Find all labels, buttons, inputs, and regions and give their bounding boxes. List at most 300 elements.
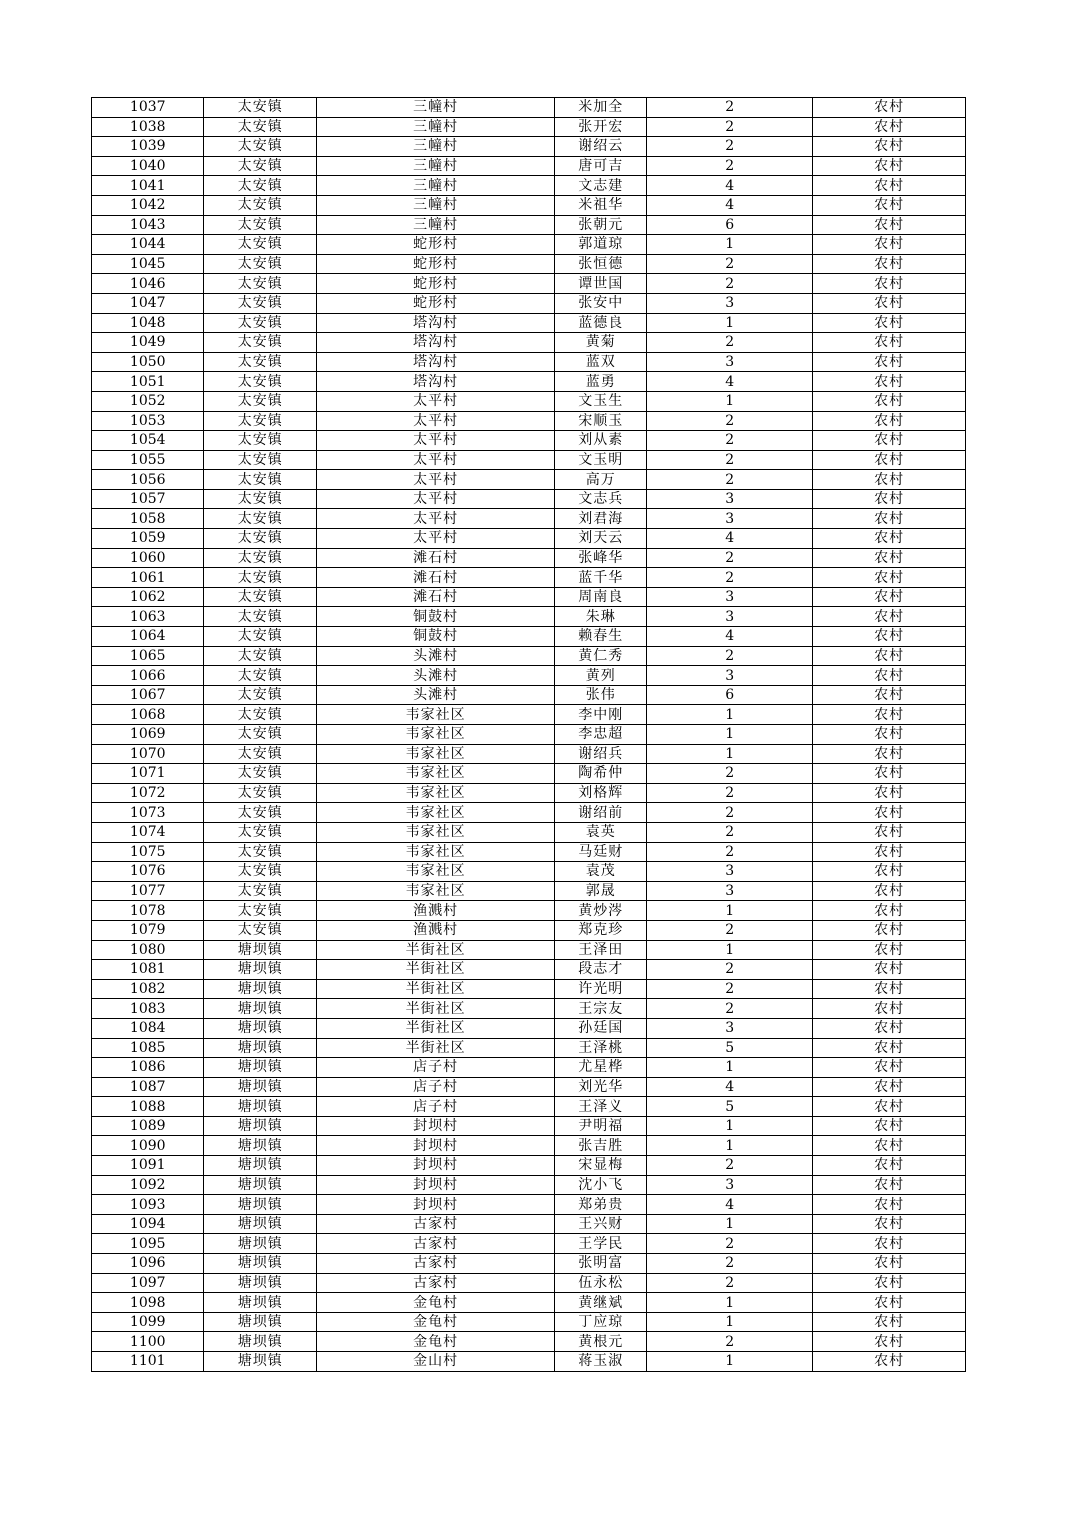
area-type-cell: 农村 xyxy=(813,725,966,745)
area-type-cell: 农村 xyxy=(813,1156,966,1176)
table-row xyxy=(92,1116,966,1136)
town-cell: 太安镇 xyxy=(204,646,316,666)
town-cell: 太安镇 xyxy=(204,313,316,333)
table-row xyxy=(92,1273,966,1293)
village-cell: 塔沟村 xyxy=(316,313,554,333)
village-cell: 头滩村 xyxy=(316,666,554,686)
village-cell: 太平村 xyxy=(316,509,554,529)
name-cell: 张伟 xyxy=(555,685,647,705)
household-size-cell: 1 xyxy=(647,940,813,960)
serial-number-cell: 1075 xyxy=(92,842,204,862)
area-type-cell: 农村 xyxy=(813,1077,966,1097)
serial-number-cell: 1076 xyxy=(92,862,204,882)
name-cell: 朱琳 xyxy=(555,607,647,627)
household-size-cell: 4 xyxy=(647,1077,813,1097)
village-cell: 店子村 xyxy=(316,1097,554,1117)
village-cell: 三幢村 xyxy=(316,215,554,235)
name-cell: 米加全 xyxy=(555,98,647,118)
table-row xyxy=(92,195,966,215)
area-type-cell: 农村 xyxy=(813,1273,966,1293)
area-type-cell: 农村 xyxy=(813,1234,966,1254)
serial-number-cell: 1052 xyxy=(92,391,204,411)
household-size-cell: 3 xyxy=(647,352,813,372)
town-cell: 太安镇 xyxy=(204,411,316,431)
serial-number-cell: 1091 xyxy=(92,1156,204,1176)
table-row xyxy=(92,744,966,764)
area-type-cell: 农村 xyxy=(813,1195,966,1215)
table-row xyxy=(92,137,966,157)
village-cell: 蛇形村 xyxy=(316,235,554,255)
table-row xyxy=(92,274,966,294)
household-size-cell: 1 xyxy=(647,1214,813,1234)
household-size-cell: 2 xyxy=(647,1156,813,1176)
town-cell: 塘坝镇 xyxy=(204,1312,316,1332)
name-cell: 文玉明 xyxy=(555,450,647,470)
table-row xyxy=(92,391,966,411)
serial-number-cell: 1063 xyxy=(92,607,204,627)
table-row xyxy=(92,901,966,921)
household-size-cell: 3 xyxy=(647,607,813,627)
serial-number-cell: 1079 xyxy=(92,920,204,940)
serial-number-cell: 1040 xyxy=(92,156,204,176)
area-type-cell: 农村 xyxy=(813,1136,966,1156)
village-cell: 古家村 xyxy=(316,1254,554,1274)
village-cell: 韦家社区 xyxy=(316,822,554,842)
household-size-cell: 2 xyxy=(647,470,813,490)
town-cell: 太安镇 xyxy=(204,705,316,725)
serial-number-cell: 1055 xyxy=(92,450,204,470)
household-size-cell: 2 xyxy=(647,431,813,451)
name-cell: 蓝勇 xyxy=(555,372,647,392)
table-row xyxy=(92,450,966,470)
village-cell: 太平村 xyxy=(316,470,554,490)
table-row xyxy=(92,862,966,882)
area-type-cell: 农村 xyxy=(813,372,966,392)
name-cell: 周南良 xyxy=(555,587,647,607)
town-cell: 塘坝镇 xyxy=(204,940,316,960)
household-size-cell: 1 xyxy=(647,1136,813,1156)
area-type-cell: 农村 xyxy=(813,685,966,705)
name-cell: 尤星桦 xyxy=(555,1058,647,1078)
table-row xyxy=(92,215,966,235)
records-table-body xyxy=(92,98,966,1372)
village-cell: 塔沟村 xyxy=(316,333,554,353)
area-type-cell: 农村 xyxy=(813,842,966,862)
table-row xyxy=(92,1156,966,1176)
table-row xyxy=(92,372,966,392)
area-type-cell: 农村 xyxy=(813,293,966,313)
serial-number-cell: 1058 xyxy=(92,509,204,529)
area-type-cell: 农村 xyxy=(813,548,966,568)
table-row xyxy=(92,489,966,509)
town-cell: 太安镇 xyxy=(204,666,316,686)
village-cell: 三幢村 xyxy=(316,117,554,137)
serial-number-cell: 1073 xyxy=(92,803,204,823)
serial-number-cell: 1064 xyxy=(92,627,204,647)
town-cell: 太安镇 xyxy=(204,548,316,568)
village-cell: 蛇形村 xyxy=(316,293,554,313)
town-cell: 塘坝镇 xyxy=(204,1352,316,1372)
table-row xyxy=(92,783,966,803)
household-size-cell: 1 xyxy=(647,235,813,255)
area-type-cell: 农村 xyxy=(813,1018,966,1038)
area-type-cell: 农村 xyxy=(813,156,966,176)
town-cell: 塘坝镇 xyxy=(204,1273,316,1293)
area-type-cell: 农村 xyxy=(813,666,966,686)
town-cell: 太安镇 xyxy=(204,822,316,842)
village-cell: 半街社区 xyxy=(316,979,554,999)
household-size-cell: 1 xyxy=(647,313,813,333)
serial-number-cell: 1099 xyxy=(92,1312,204,1332)
serial-number-cell: 1085 xyxy=(92,1038,204,1058)
town-cell: 太安镇 xyxy=(204,764,316,784)
village-cell: 半街社区 xyxy=(316,940,554,960)
household-size-cell: 2 xyxy=(647,98,813,118)
name-cell: 张朝元 xyxy=(555,215,647,235)
name-cell: 王泽田 xyxy=(555,940,647,960)
area-type-cell: 农村 xyxy=(813,607,966,627)
area-type-cell: 农村 xyxy=(813,1214,966,1234)
village-cell: 半街社区 xyxy=(316,1038,554,1058)
name-cell: 文志兵 xyxy=(555,489,647,509)
town-cell: 太安镇 xyxy=(204,274,316,294)
household-size-cell: 1 xyxy=(647,1352,813,1372)
household-size-cell: 3 xyxy=(647,587,813,607)
village-cell: 韦家社区 xyxy=(316,783,554,803)
serial-number-cell: 1093 xyxy=(92,1195,204,1215)
household-size-cell: 2 xyxy=(647,333,813,353)
area-type-cell: 农村 xyxy=(813,195,966,215)
household-size-cell: 2 xyxy=(647,1273,813,1293)
town-cell: 太安镇 xyxy=(204,568,316,588)
serial-number-cell: 1047 xyxy=(92,293,204,313)
table-row xyxy=(92,1058,966,1078)
area-type-cell: 农村 xyxy=(813,803,966,823)
town-cell: 太安镇 xyxy=(204,587,316,607)
table-row xyxy=(92,254,966,274)
name-cell: 文玉生 xyxy=(555,391,647,411)
town-cell: 太安镇 xyxy=(204,176,316,196)
area-type-cell: 农村 xyxy=(813,960,966,980)
table-row xyxy=(92,999,966,1019)
area-type-cell: 农村 xyxy=(813,176,966,196)
name-cell: 蓝德良 xyxy=(555,313,647,333)
serial-number-cell: 1092 xyxy=(92,1175,204,1195)
town-cell: 塘坝镇 xyxy=(204,1214,316,1234)
name-cell: 马廷财 xyxy=(555,842,647,862)
town-cell: 太安镇 xyxy=(204,529,316,549)
serial-number-cell: 1067 xyxy=(92,685,204,705)
serial-number-cell: 1095 xyxy=(92,1234,204,1254)
household-size-cell: 3 xyxy=(647,509,813,529)
town-cell: 太安镇 xyxy=(204,235,316,255)
household-size-cell: 2 xyxy=(647,803,813,823)
table-row xyxy=(92,979,966,999)
name-cell: 王学民 xyxy=(555,1234,647,1254)
area-type-cell: 农村 xyxy=(813,1058,966,1078)
village-cell: 封坝村 xyxy=(316,1195,554,1215)
village-cell: 封坝村 xyxy=(316,1175,554,1195)
household-size-cell: 3 xyxy=(647,489,813,509)
table-row xyxy=(92,411,966,431)
town-cell: 太安镇 xyxy=(204,489,316,509)
serial-number-cell: 1098 xyxy=(92,1293,204,1313)
town-cell: 塘坝镇 xyxy=(204,960,316,980)
area-type-cell: 农村 xyxy=(813,215,966,235)
table-row xyxy=(92,568,966,588)
serial-number-cell: 1088 xyxy=(92,1097,204,1117)
area-type-cell: 农村 xyxy=(813,137,966,157)
serial-number-cell: 1084 xyxy=(92,1018,204,1038)
village-cell: 韦家社区 xyxy=(316,881,554,901)
name-cell: 蒋玉淑 xyxy=(555,1352,647,1372)
name-cell: 张吉胜 xyxy=(555,1136,647,1156)
serial-number-cell: 1048 xyxy=(92,313,204,333)
town-cell: 太安镇 xyxy=(204,391,316,411)
household-size-cell: 3 xyxy=(647,666,813,686)
serial-number-cell: 1072 xyxy=(92,783,204,803)
village-cell: 三幢村 xyxy=(316,137,554,157)
area-type-cell: 农村 xyxy=(813,881,966,901)
table-row xyxy=(92,940,966,960)
household-size-cell: 2 xyxy=(647,960,813,980)
village-cell: 头滩村 xyxy=(316,685,554,705)
village-cell: 渔溅村 xyxy=(316,920,554,940)
area-type-cell: 农村 xyxy=(813,1116,966,1136)
name-cell: 刘君海 xyxy=(555,509,647,529)
household-size-cell: 4 xyxy=(647,176,813,196)
village-cell: 古家村 xyxy=(316,1214,554,1234)
name-cell: 尹明福 xyxy=(555,1116,647,1136)
area-type-cell: 农村 xyxy=(813,1312,966,1332)
name-cell: 蓝千华 xyxy=(555,568,647,588)
village-cell: 半街社区 xyxy=(316,1018,554,1038)
area-type-cell: 农村 xyxy=(813,783,966,803)
serial-number-cell: 1057 xyxy=(92,489,204,509)
village-cell: 古家村 xyxy=(316,1234,554,1254)
household-size-cell: 3 xyxy=(647,881,813,901)
serial-number-cell: 1051 xyxy=(92,372,204,392)
serial-number-cell: 1077 xyxy=(92,881,204,901)
name-cell: 宋顺玉 xyxy=(555,411,647,431)
household-size-cell: 3 xyxy=(647,862,813,882)
household-size-cell: 2 xyxy=(647,783,813,803)
table-row xyxy=(92,548,966,568)
area-type-cell: 农村 xyxy=(813,470,966,490)
area-type-cell: 农村 xyxy=(813,352,966,372)
name-cell: 黄根元 xyxy=(555,1332,647,1352)
serial-number-cell: 1056 xyxy=(92,470,204,490)
town-cell: 塘坝镇 xyxy=(204,1058,316,1078)
table-row xyxy=(92,705,966,725)
serial-number-cell: 1054 xyxy=(92,431,204,451)
area-type-cell: 农村 xyxy=(813,509,966,529)
area-type-cell: 农村 xyxy=(813,764,966,784)
name-cell: 文志建 xyxy=(555,176,647,196)
area-type-cell: 农村 xyxy=(813,587,966,607)
serial-number-cell: 1043 xyxy=(92,215,204,235)
serial-number-cell: 1070 xyxy=(92,744,204,764)
table-row xyxy=(92,1332,966,1352)
table-row xyxy=(92,1234,966,1254)
household-size-cell: 2 xyxy=(647,1332,813,1352)
area-type-cell: 农村 xyxy=(813,744,966,764)
area-type-cell: 农村 xyxy=(813,391,966,411)
household-size-cell: 2 xyxy=(647,1254,813,1274)
table-row xyxy=(92,1097,966,1117)
town-cell: 太安镇 xyxy=(204,195,316,215)
village-cell: 塔沟村 xyxy=(316,352,554,372)
area-type-cell: 农村 xyxy=(813,274,966,294)
village-cell: 韦家社区 xyxy=(316,744,554,764)
household-size-cell: 2 xyxy=(647,842,813,862)
village-cell: 头滩村 xyxy=(316,646,554,666)
name-cell: 王泽义 xyxy=(555,1097,647,1117)
town-cell: 太安镇 xyxy=(204,627,316,647)
area-type-cell: 农村 xyxy=(813,901,966,921)
name-cell: 宋显梅 xyxy=(555,1156,647,1176)
name-cell: 黄仁秀 xyxy=(555,646,647,666)
town-cell: 太安镇 xyxy=(204,137,316,157)
town-cell: 塘坝镇 xyxy=(204,1254,316,1274)
serial-number-cell: 1045 xyxy=(92,254,204,274)
name-cell: 唐可吉 xyxy=(555,156,647,176)
village-cell: 韦家社区 xyxy=(316,725,554,745)
household-size-cell: 2 xyxy=(647,999,813,1019)
name-cell: 谭世国 xyxy=(555,274,647,294)
town-cell: 太安镇 xyxy=(204,333,316,353)
household-size-cell: 4 xyxy=(647,627,813,647)
serial-number-cell: 1053 xyxy=(92,411,204,431)
town-cell: 太安镇 xyxy=(204,862,316,882)
table-row xyxy=(92,98,966,118)
table-row xyxy=(92,1254,966,1274)
name-cell: 刘天云 xyxy=(555,529,647,549)
household-size-cell: 4 xyxy=(647,529,813,549)
name-cell: 刘光华 xyxy=(555,1077,647,1097)
table-row xyxy=(92,725,966,745)
serial-number-cell: 1046 xyxy=(92,274,204,294)
village-cell: 金龟村 xyxy=(316,1312,554,1332)
area-type-cell: 农村 xyxy=(813,920,966,940)
village-cell: 滩石村 xyxy=(316,568,554,588)
area-type-cell: 农村 xyxy=(813,999,966,1019)
records-table xyxy=(91,97,966,1372)
village-cell: 三幢村 xyxy=(316,98,554,118)
household-size-cell: 5 xyxy=(647,1097,813,1117)
name-cell: 段志才 xyxy=(555,960,647,980)
town-cell: 塘坝镇 xyxy=(204,999,316,1019)
area-type-cell: 农村 xyxy=(813,1332,966,1352)
household-size-cell: 1 xyxy=(647,1116,813,1136)
area-type-cell: 农村 xyxy=(813,117,966,137)
village-cell: 铜鼓村 xyxy=(316,627,554,647)
village-cell: 店子村 xyxy=(316,1077,554,1097)
area-type-cell: 农村 xyxy=(813,450,966,470)
table-row xyxy=(92,470,966,490)
village-cell: 韦家社区 xyxy=(316,862,554,882)
town-cell: 塘坝镇 xyxy=(204,1136,316,1156)
serial-number-cell: 1062 xyxy=(92,587,204,607)
table-row xyxy=(92,627,966,647)
name-cell: 王泽桃 xyxy=(555,1038,647,1058)
serial-number-cell: 1087 xyxy=(92,1077,204,1097)
village-cell: 三幢村 xyxy=(316,195,554,215)
town-cell: 太安镇 xyxy=(204,293,316,313)
serial-number-cell: 1041 xyxy=(92,176,204,196)
town-cell: 太安镇 xyxy=(204,254,316,274)
table-row xyxy=(92,607,966,627)
area-type-cell: 农村 xyxy=(813,627,966,647)
table-row xyxy=(92,431,966,451)
village-cell: 韦家社区 xyxy=(316,764,554,784)
village-cell: 太平村 xyxy=(316,450,554,470)
household-size-cell: 4 xyxy=(647,372,813,392)
table-row xyxy=(92,509,966,529)
household-size-cell: 2 xyxy=(647,450,813,470)
serial-number-cell: 1089 xyxy=(92,1116,204,1136)
town-cell: 太安镇 xyxy=(204,117,316,137)
village-cell: 古家村 xyxy=(316,1273,554,1293)
household-size-cell: 1 xyxy=(647,1312,813,1332)
area-type-cell: 农村 xyxy=(813,489,966,509)
serial-number-cell: 1081 xyxy=(92,960,204,980)
table-row xyxy=(92,156,966,176)
name-cell: 袁英 xyxy=(555,822,647,842)
town-cell: 太安镇 xyxy=(204,881,316,901)
household-size-cell: 2 xyxy=(647,411,813,431)
name-cell: 黄继斌 xyxy=(555,1293,647,1313)
town-cell: 太安镇 xyxy=(204,842,316,862)
household-size-cell: 1 xyxy=(647,1058,813,1078)
serial-number-cell: 1090 xyxy=(92,1136,204,1156)
name-cell: 黄炒涔 xyxy=(555,901,647,921)
village-cell: 三幢村 xyxy=(316,176,554,196)
serial-number-cell: 1097 xyxy=(92,1273,204,1293)
serial-number-cell: 1049 xyxy=(92,333,204,353)
town-cell: 太安镇 xyxy=(204,509,316,529)
town-cell: 塘坝镇 xyxy=(204,1038,316,1058)
name-cell: 郭道琼 xyxy=(555,235,647,255)
village-cell: 三幢村 xyxy=(316,156,554,176)
table-row xyxy=(92,1175,966,1195)
town-cell: 太安镇 xyxy=(204,215,316,235)
serial-number-cell: 1061 xyxy=(92,568,204,588)
household-size-cell: 6 xyxy=(647,685,813,705)
household-size-cell: 2 xyxy=(647,920,813,940)
name-cell: 孙廷国 xyxy=(555,1018,647,1038)
town-cell: 塘坝镇 xyxy=(204,1116,316,1136)
name-cell: 张明富 xyxy=(555,1254,647,1274)
name-cell: 张安中 xyxy=(555,293,647,313)
village-cell: 店子村 xyxy=(316,1058,554,1078)
household-size-cell: 2 xyxy=(647,979,813,999)
household-size-cell: 2 xyxy=(647,254,813,274)
table-row xyxy=(92,1195,966,1215)
town-cell: 太安镇 xyxy=(204,783,316,803)
table-row xyxy=(92,764,966,784)
village-cell: 蛇形村 xyxy=(316,274,554,294)
household-size-cell: 1 xyxy=(647,1293,813,1313)
table-row xyxy=(92,1312,966,1332)
name-cell: 米祖华 xyxy=(555,195,647,215)
village-cell: 半街社区 xyxy=(316,999,554,1019)
village-cell: 滩石村 xyxy=(316,587,554,607)
area-type-cell: 农村 xyxy=(813,98,966,118)
town-cell: 太安镇 xyxy=(204,920,316,940)
name-cell: 郑弟贵 xyxy=(555,1195,647,1215)
town-cell: 太安镇 xyxy=(204,470,316,490)
